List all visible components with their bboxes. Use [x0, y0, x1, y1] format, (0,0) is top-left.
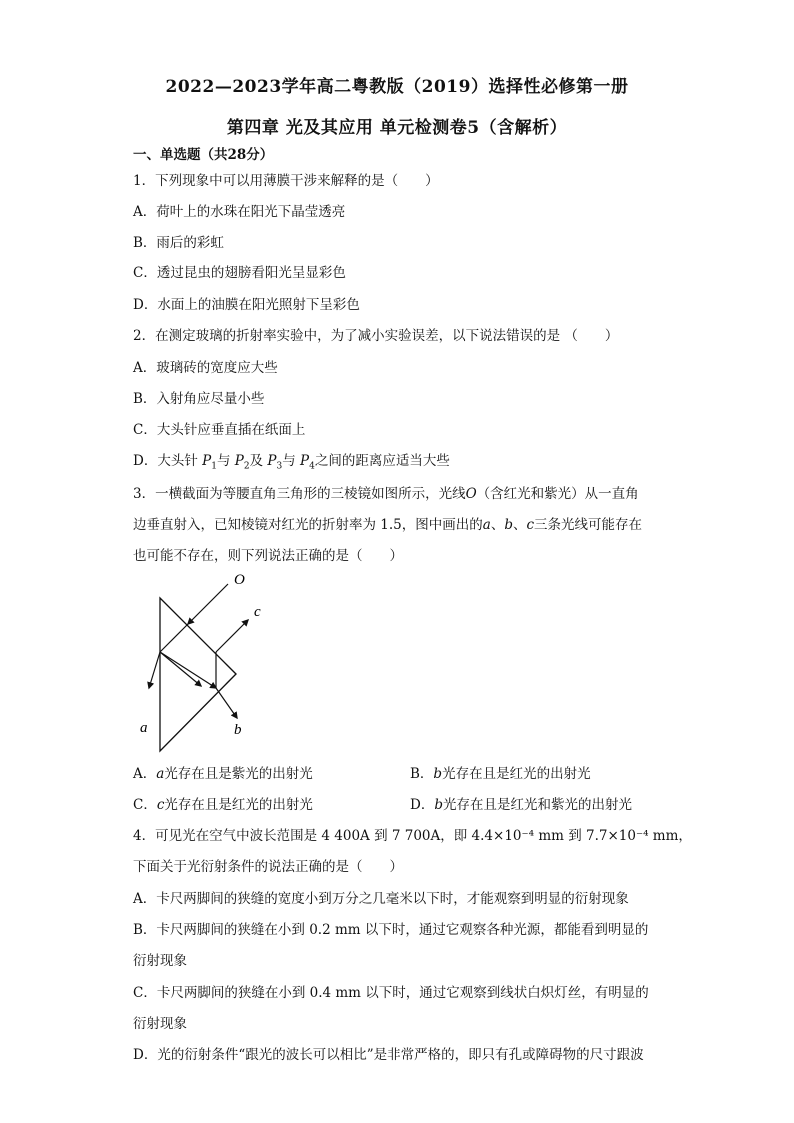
label-a: a	[140, 720, 148, 736]
q3-c-var-opt: c	[156, 797, 165, 813]
incident-ray	[188, 584, 228, 624]
q2-p1: P	[202, 453, 212, 469]
q3-b-var: b	[504, 517, 513, 533]
q4-option-c-line1: C．卡尺两脚间的狭缝在小到 0.4 mm 以下时，通过它观察到线状白炽灯丝，有明显的	[133, 985, 649, 1001]
q2-option-d	[133, 452, 673, 476]
q4-stem-line2: 下面关于光衍射条件的说法正确的是（ ）	[133, 859, 403, 875]
q3-sep2: 、	[512, 517, 527, 533]
ray-b	[216, 688, 237, 718]
q3-stem-line1	[133, 485, 673, 503]
q3-c-text: 光存在且是红光的出射光	[164, 797, 313, 813]
q3-d-text: 光存在且是红光和紫光的出射光	[442, 797, 632, 813]
incident-ray-inside	[160, 624, 188, 652]
q2-p2-sub: 2	[243, 461, 250, 472]
q3-line1b: （含红光和紫光）从一直角	[476, 486, 639, 502]
label-c: c	[254, 604, 261, 620]
q2-and1: 与	[216, 453, 235, 469]
q1-option-c: C．透过昆虫的翅膀看阳光呈显彩色	[133, 265, 346, 281]
q3-line2b: 三条光线可能存在	[534, 517, 643, 533]
q2-p4: P	[300, 453, 310, 469]
q2-and3: 与	[282, 453, 300, 469]
q2-option-b: B．入射角应尽量小些	[133, 391, 265, 407]
q2-p2: P	[234, 453, 244, 469]
q1-option-a: A．荷叶上的水珠在阳光下晶莹透亮	[133, 204, 346, 220]
reflected-ray-1	[160, 652, 216, 688]
q3-d-var-opt: b	[434, 797, 443, 813]
q2-option-c: C．大头针应垂直插在纸面上	[133, 422, 306, 438]
q3-option-b	[410, 765, 591, 783]
q3-stem-line2	[133, 516, 673, 534]
document-title-line2: 第四章 光及其应用 单元检测卷5（含解析）	[226, 118, 568, 138]
q3-d-prefix: D．	[410, 797, 435, 813]
q3-a-var: a	[482, 517, 491, 533]
q3-line2a: 边垂直射入，已知棱镜对红光的折射率为 1.5，图中画出的	[133, 517, 483, 533]
q4-option-a: A．卡尺两脚间的狭缝的宽度小到万分之几毫米以下时，才能观察到明显的衍射现象	[133, 891, 629, 907]
q2-p1-sub: 1	[211, 461, 217, 472]
label-b: b	[234, 722, 242, 738]
q2-and2: 及	[249, 453, 268, 469]
q3-a-text: 光存在且是紫光的出射光	[164, 766, 313, 782]
q3-sep1: 、	[490, 517, 505, 533]
q3-option-a	[133, 765, 673, 783]
q1-option-d: D．水面上的油膜在阳光照射下呈彩色	[133, 297, 360, 313]
q4-option-b-line1: B．卡尺两脚间的狭缝在小到 0.2 mm 以下时，通过它观察各种光源，都能看到明显的	[133, 922, 649, 938]
q3-b-var-opt: b	[433, 766, 443, 782]
q3-b-text: 光存在且是红光的出射光	[442, 766, 591, 782]
q4-option-b-line2: 衍射现象	[133, 953, 187, 969]
q4-option-c-line2: 衍射现象	[133, 1016, 187, 1032]
prism-shape	[160, 598, 236, 751]
right-angle-mark	[226, 664, 236, 684]
q3-line1a: 3．一横截面为等腰直角三角形的三棱镜如图所示，光线	[133, 486, 466, 502]
section-heading: 一、单选题（共28分）	[133, 147, 274, 163]
ray-c	[216, 620, 248, 652]
q3-o-var: O	[465, 486, 477, 502]
q2-d-prefix: D．大头针	[133, 453, 203, 469]
q2-d-suffix: 之间的距离应适当大些	[314, 453, 450, 469]
q2-stem: 2．在测定玻璃的折射率实验中，为了减小实验误差，以下说法错误的是 （ ）	[133, 328, 619, 344]
q2-p3-sub: 3	[276, 461, 283, 472]
q2-p4-sub: 4	[309, 461, 315, 472]
q3-a-var-opt: a	[156, 766, 165, 782]
q3-stem-line3: 也可能不存在，则下列说法正确的是（ ）	[133, 548, 403, 564]
q4-stem-line1: 4．可见光在空气中波长范围是 4 400A 到 7 700A，即 4.4×10⁻⁴ mm 到 7.7×10⁻⁴ mm，	[133, 828, 692, 844]
q3-c-var: c	[526, 517, 535, 533]
q3-b-prefix: B．	[410, 766, 434, 782]
label-o: O	[234, 572, 245, 588]
prism-figure	[130, 568, 280, 758]
q3-a-prefix: A．	[133, 766, 157, 782]
reflected-ray-2	[160, 652, 201, 686]
q3-option-d	[410, 796, 632, 814]
document-title-line1: 2022—2023学年高二粤教版（2019）选择性必修第一册	[165, 77, 629, 97]
q3-c-prefix: C．	[133, 797, 157, 813]
q4-option-d-line1: D．光的衍射条件“跟光的波长可以相比”是非常严格的，即只有孔或障碍物的尺寸跟波	[133, 1047, 644, 1063]
q1-option-b: B．雨后的彩虹	[133, 235, 224, 251]
ray-a	[149, 652, 160, 688]
q2-option-a: A．玻璃砖的宽度应大些	[133, 360, 278, 376]
q1-stem: 1．下列现象中可以用薄膜干涉来解释的是（ ）	[133, 173, 439, 189]
q2-p3: P	[267, 453, 277, 469]
